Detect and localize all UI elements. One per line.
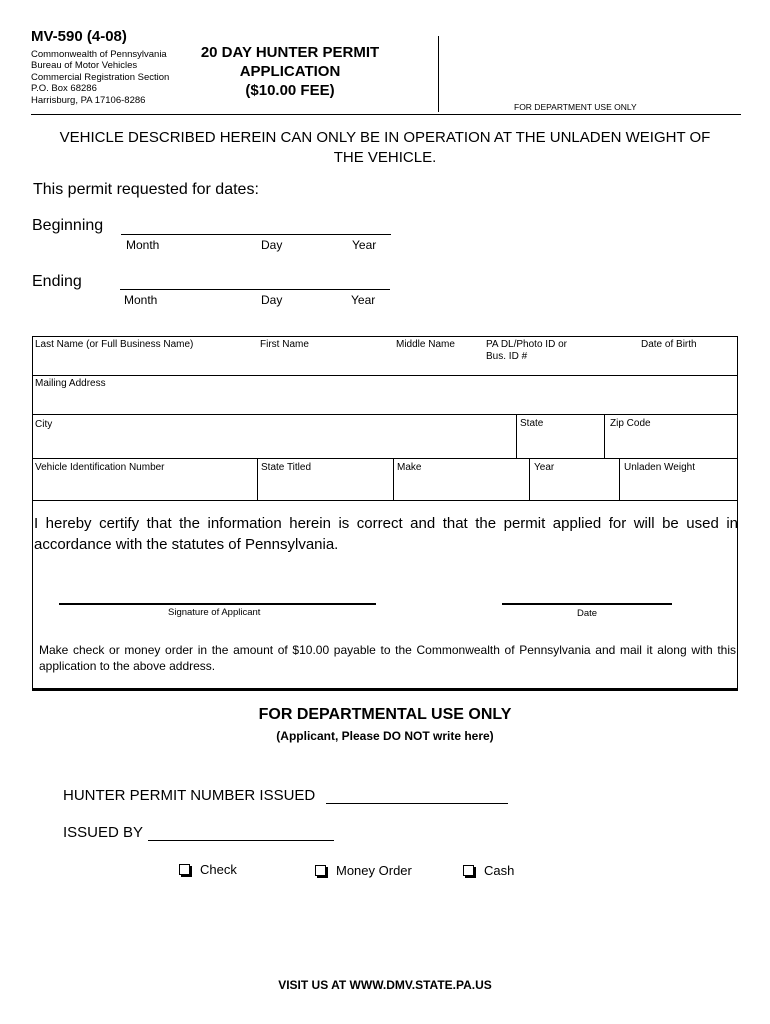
cash-label: Cash <box>484 863 515 878</box>
money-order-label: Money Order <box>336 863 412 878</box>
title-line: 20 DAY HUNTER PERMIT <box>200 44 380 61</box>
issued-by-field[interactable] <box>148 840 334 841</box>
zip-code-field[interactable]: Zip Code <box>610 418 651 429</box>
weight-notice: VEHICLE DESCRIBED HEREIN CAN ONLY BE IN OPERATION AT THE UNLADEN WEIGHT OF THE VEHICLE. <box>59 129 711 166</box>
cash-option[interactable] <box>463 863 514 878</box>
checkbox-icon <box>179 864 190 875</box>
agency-line: Commercial Registration Section <box>31 71 170 83</box>
check-label: Check <box>200 862 237 877</box>
make-field[interactable]: Make <box>397 462 422 473</box>
state-field[interactable]: State <box>520 418 544 429</box>
header-divider <box>438 36 439 112</box>
agency-address <box>31 49 169 106</box>
id-label-line: Bus. ID # <box>486 351 528 362</box>
department-title: FOR DEPARTMENTAL USE ONLY <box>258 706 512 723</box>
department-use-label: FOR DEPARTMENT USE ONLY <box>514 102 637 112</box>
beginning-year-caption: Year <box>352 238 377 252</box>
check-option[interactable] <box>179 862 237 877</box>
ending-date-field[interactable] <box>120 289 390 290</box>
form-number: MV-590 (4-08) <box>31 28 127 45</box>
vin-field[interactable]: Vehicle Identification Number <box>35 462 165 473</box>
form-title <box>185 43 395 100</box>
permit-number-label: HUNTER PERMIT NUMBER ISSUED <box>63 787 316 804</box>
date-of-birth-field[interactable]: Date of Birth <box>641 339 697 350</box>
row-divider <box>32 375 738 376</box>
mailing-address-field[interactable]: Mailing Address <box>35 378 106 389</box>
state-titled-field[interactable]: State Titled <box>261 462 312 473</box>
money-order-option[interactable] <box>315 863 412 878</box>
id-label-line: PA DL/Photo ID or <box>486 339 567 350</box>
ending-day-caption: Day <box>261 293 283 307</box>
id-number-field[interactable] <box>486 339 567 363</box>
col-divider <box>516 414 517 458</box>
agency-line: Bureau of Motor Vehicles <box>31 60 138 72</box>
permit-number-field[interactable] <box>326 803 508 804</box>
row-divider <box>32 458 738 459</box>
title-line: APPLICATION <box>239 63 341 80</box>
ending-month-caption: Month <box>124 293 158 307</box>
col-divider <box>529 458 530 500</box>
col-divider <box>619 458 620 500</box>
col-divider <box>393 458 394 500</box>
city-field[interactable]: City <box>35 419 53 430</box>
date-caption: Date <box>577 608 598 619</box>
row-divider <box>32 414 738 415</box>
agency-line: P.O. Box 68286 <box>31 83 97 95</box>
col-divider <box>257 458 258 500</box>
payment-instructions: Make check or money order in the amount of $10.00 payable to the Commonwealth of Pennsylvania and mail it along with this application to the above address. <box>39 643 736 673</box>
dates-intro: This permit requested for dates: <box>33 181 259 198</box>
first-name-field[interactable]: First Name <box>260 339 309 350</box>
last-name-field[interactable]: Last Name (or Full Business Name) <box>35 339 194 350</box>
certification-text: I hereby certify that the information herein is correct and that the permit applied for will be used in accordance with the statutes of Pennsylvania. <box>34 515 738 553</box>
agency-line: Harrisburg, PA 17106-8286 <box>31 94 146 106</box>
year-field[interactable]: Year <box>534 462 555 473</box>
beginning-day-caption: Day <box>261 238 283 252</box>
ending-year-caption: Year <box>351 293 376 307</box>
beginning-date-field[interactable] <box>121 234 391 235</box>
middle-name-field[interactable]: Middle Name <box>396 339 455 350</box>
beginning-label: Beginning <box>32 217 104 234</box>
checkbox-icon <box>463 865 474 876</box>
header-rule <box>31 114 741 115</box>
date-line[interactable] <box>502 603 672 605</box>
footer-website: VISIT US AT WWW.DMV.STATE.PA.US <box>278 978 492 992</box>
checkbox-icon <box>315 865 326 876</box>
agency-line: Commonwealth of Pennsylvania <box>31 49 167 60</box>
beginning-month-caption: Month <box>126 238 160 252</box>
col-divider <box>604 414 605 458</box>
issued-by-label: ISSUED BY <box>63 824 144 841</box>
signature-line[interactable] <box>59 603 376 605</box>
title-line: ($10.00 FEE) <box>245 82 335 99</box>
department-subtitle: (Applicant, Please DO NOT write here) <box>276 729 494 743</box>
unladen-weight-field[interactable]: Unladen Weight <box>624 462 695 473</box>
row-divider <box>32 500 738 501</box>
signature-caption: Signature of Applicant <box>168 607 261 618</box>
ending-label: Ending <box>32 273 82 290</box>
